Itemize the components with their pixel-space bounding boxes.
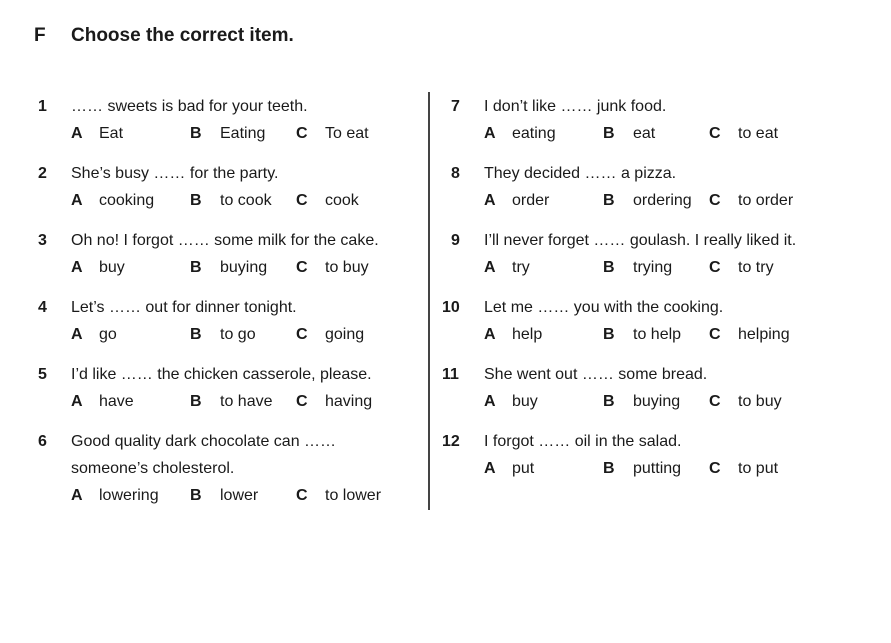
option-letter: A: [71, 192, 83, 209]
question-11: [414, 366, 828, 433]
option-letter: A: [71, 259, 83, 276]
option-letter: C: [709, 125, 721, 142]
question-text: They decided …… a pizza.: [484, 165, 677, 182]
question-number: 3: [38, 232, 47, 249]
answer-options: [71, 125, 411, 147]
option-text: eating: [512, 125, 556, 142]
question-text: Let’s …… out for dinner tonight.: [71, 299, 297, 316]
option-letter: B: [190, 393, 202, 410]
option-letter: C: [709, 326, 721, 343]
answer-options: [484, 259, 824, 281]
question-text: I forgot …… oil in the salad.: [484, 433, 682, 450]
question-number: 7: [451, 98, 460, 115]
question-text: I don’t like …… junk food.: [484, 98, 667, 115]
option-text: buy: [99, 259, 125, 276]
option-letter: B: [603, 326, 615, 343]
option-text: to lower: [325, 487, 382, 504]
question-6: [0, 433, 414, 504]
question-10: [414, 299, 828, 366]
question-9: [414, 232, 828, 299]
option-text: to put: [738, 460, 779, 477]
option-letter: A: [484, 326, 496, 343]
option-text: trying: [633, 259, 673, 276]
answer-options: [484, 125, 824, 147]
option-text: go: [99, 326, 117, 343]
option-text: lower: [220, 487, 259, 504]
question-number: 8: [451, 165, 460, 182]
option-text: to have: [220, 393, 273, 410]
question-number: 6: [38, 433, 47, 450]
option-letter: B: [190, 487, 202, 504]
option-letter: C: [709, 259, 721, 276]
option-text: help: [512, 326, 543, 343]
answer-options: [71, 326, 411, 348]
option-text: to eat: [738, 125, 779, 142]
answer-options: [71, 487, 411, 509]
exercise-letter: F: [34, 25, 46, 46]
option-letter: A: [71, 393, 83, 410]
option-letter: A: [484, 460, 496, 477]
answer-options: [71, 259, 411, 281]
option-text: cooking: [99, 192, 155, 209]
question-8: [414, 165, 828, 232]
answer-options: [71, 393, 411, 415]
option-text: buy: [512, 393, 538, 410]
option-text: try: [512, 259, 530, 276]
option-text: to buy: [325, 259, 369, 276]
option-letter: C: [296, 259, 308, 276]
option-text: to try: [738, 259, 774, 276]
option-text: cook: [325, 192, 359, 209]
question-number: 12: [442, 433, 460, 450]
option-text: to help: [633, 326, 682, 343]
question-number: 5: [38, 366, 47, 383]
question-number: 9: [451, 232, 460, 249]
option-letter: C: [709, 393, 721, 410]
option-letter: B: [190, 192, 202, 209]
option-text: have: [99, 393, 134, 410]
option-letter: B: [603, 259, 615, 276]
option-text: lowering: [99, 487, 159, 504]
answer-options: [484, 192, 824, 214]
question-text: …… sweets is bad for your teeth.: [71, 98, 308, 115]
option-letter: C: [296, 125, 308, 142]
question-text: Let me …… you with the cooking.: [484, 299, 724, 316]
option-text: helping: [738, 326, 790, 343]
option-text: to order: [738, 192, 794, 209]
question-2: [0, 165, 414, 232]
option-text: buying: [220, 259, 268, 276]
exercise-title: Choose the correct item.: [71, 25, 294, 46]
option-letter: B: [190, 125, 202, 142]
question-text: Good quality dark chocolate can ……: [71, 433, 337, 450]
option-text: going: [325, 326, 365, 343]
option-letter: A: [71, 326, 83, 343]
question-text: She went out …… some bread.: [484, 366, 708, 383]
option-letter: B: [603, 393, 615, 410]
option-letter: B: [190, 259, 202, 276]
question-text: She’s busy …… for the party.: [71, 165, 279, 182]
question-number: 2: [38, 165, 47, 182]
option-letter: C: [296, 393, 308, 410]
option-letter: A: [71, 487, 83, 504]
option-text: to go: [220, 326, 256, 343]
option-letter: B: [603, 125, 615, 142]
option-text: eat: [633, 125, 656, 142]
question-number: 10: [442, 299, 460, 316]
question-text: I’d like …… the chicken casserole, please.: [71, 366, 372, 383]
option-text: to buy: [738, 393, 782, 410]
option-text: buying: [633, 393, 681, 410]
answer-options: [484, 393, 824, 415]
option-letter: A: [484, 259, 496, 276]
question-5: [0, 366, 414, 433]
option-letter: C: [709, 192, 721, 209]
option-text: Eat: [99, 125, 124, 142]
option-text: putting: [633, 460, 682, 477]
answer-options: [71, 192, 411, 214]
option-text: ordering: [633, 192, 692, 209]
option-text: Eating: [220, 125, 266, 142]
option-letter: A: [484, 192, 496, 209]
option-letter: C: [296, 192, 308, 209]
question-text-continued: someone’s cholesterol.: [71, 460, 235, 477]
option-text: put: [512, 460, 535, 477]
question-3: [0, 232, 414, 299]
option-text: To eat: [325, 125, 369, 142]
answer-options: [484, 326, 824, 348]
left-column: [0, 98, 414, 504]
question-12: [414, 433, 828, 500]
right-column: [414, 98, 828, 500]
question-4: [0, 299, 414, 366]
option-text: order: [512, 192, 550, 209]
question-text: Oh no! I forgot …… some milk for the cake.: [71, 232, 379, 249]
option-letter: B: [603, 192, 615, 209]
question-1: [0, 98, 414, 165]
question-number: 1: [38, 98, 47, 115]
option-letter: A: [484, 393, 496, 410]
option-text: to cook: [220, 192, 272, 209]
question-text: I’ll never forget …… goulash. I really liked it.: [484, 232, 797, 249]
question-number: 11: [442, 366, 459, 383]
question-number: 4: [38, 299, 47, 316]
option-letter: C: [296, 487, 308, 504]
answer-options: [484, 460, 824, 482]
option-letter: A: [71, 125, 83, 142]
option-letter: A: [484, 125, 496, 142]
option-text: having: [325, 393, 373, 410]
option-letter: C: [709, 460, 721, 477]
option-letter: B: [603, 460, 615, 477]
option-letter: B: [190, 326, 202, 343]
option-letter: C: [296, 326, 308, 343]
question-7: [414, 98, 828, 165]
